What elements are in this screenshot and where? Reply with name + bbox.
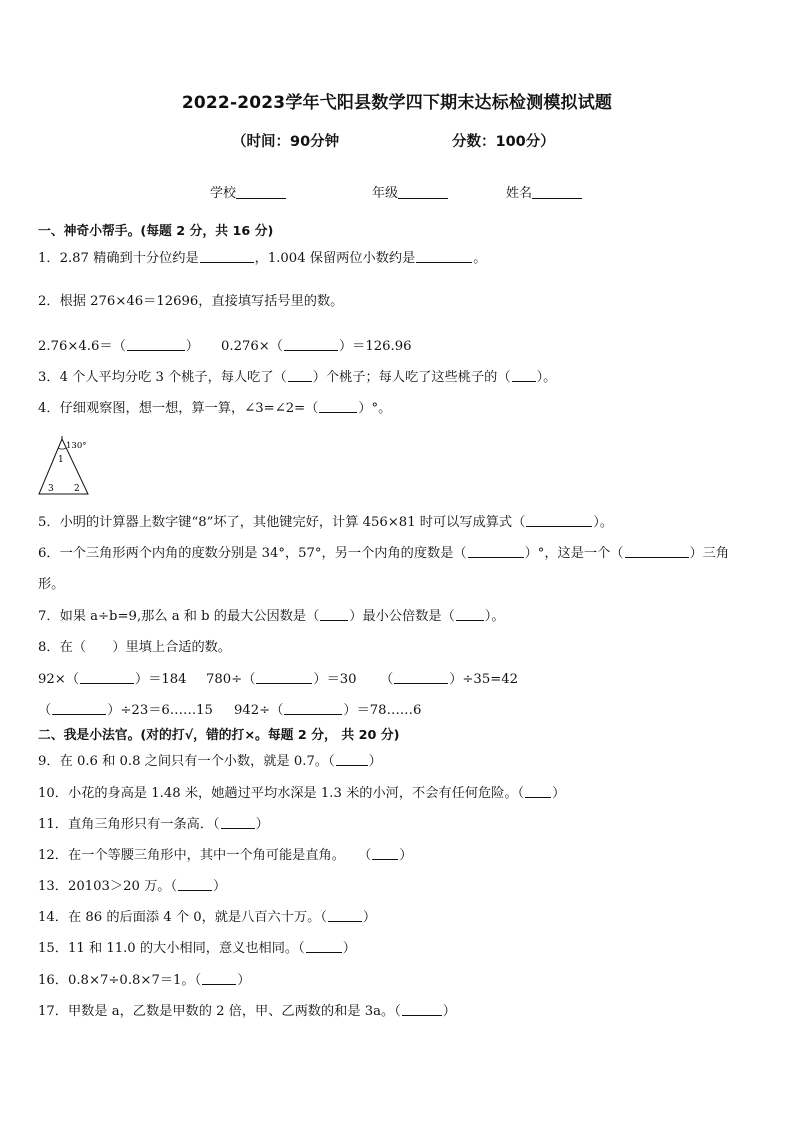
answer-blank[interactable]	[456, 608, 484, 621]
section-1-heading: 一、神奇小帮手。(每题 2 分，共 16 分)	[38, 224, 274, 239]
answer-blank[interactable]	[221, 816, 255, 829]
question-4: 4．仔细观察图，想一想，算一算，∠3=∠2=（ ）°。	[38, 401, 392, 416]
answer-blank[interactable]	[328, 909, 362, 922]
exam-score: 分数：100分）	[452, 134, 555, 150]
question-8: 8．在（ ）里填上合适的数。	[38, 640, 232, 655]
name-label: 姓名	[506, 186, 533, 201]
question-5: 5．小明的计算器上数字键“8”坏了，其他键完好，计算 456×81 时可以写成算式（ ）。	[38, 515, 614, 530]
question-8-d: （ ）÷23＝6……15	[38, 703, 213, 718]
question-9: 9．在 0.6 和 0.8 之间只有一个小数，就是 0.7。（ ）	[38, 754, 382, 769]
angle-label-1: 1	[58, 455, 64, 465]
answer-blank[interactable]	[336, 753, 368, 766]
name-blank[interactable]	[532, 185, 582, 199]
angle-label-130: 130°	[66, 441, 87, 451]
question-2: 2．根据 276×46＝12696，直接填写括号里的数。	[38, 294, 344, 309]
answer-blank[interactable]	[402, 1003, 442, 1016]
section-2-heading: 二、我是小法官。(对的打√，错的打×。每题 2 分， 共 20 分)	[38, 728, 400, 743]
answer-blank[interactable]	[202, 972, 236, 985]
question-17: 17．甲数是 a，乙数是甲数的 2 倍，甲、乙两数的和是 3a。（ ）	[38, 1004, 456, 1019]
answer-blank[interactable]	[320, 608, 348, 621]
question-14: 14．在 86 的后面添 4 个 0，就是八百六十万。（ ）	[38, 910, 377, 925]
answer-blank[interactable]	[288, 369, 312, 382]
answer-blank[interactable]	[284, 338, 338, 351]
question-11: 11．直角三角形只有一条高．（ ）	[38, 817, 269, 832]
angle-label-3: 3	[48, 484, 54, 494]
angle-label-2: 2	[74, 484, 80, 494]
answer-blank[interactable]	[200, 250, 254, 263]
triangle-figure	[36, 436, 96, 498]
question-6: 6．一个三角形两个内角的度数分别是 34°，57°，另一个内角的度数是（ ）°，这是一个（ ）三角	[38, 546, 730, 561]
answer-blank[interactable]	[526, 514, 592, 527]
question-6-cont: 形。	[38, 577, 65, 592]
answer-blank[interactable]	[52, 702, 106, 715]
answer-blank[interactable]	[372, 847, 398, 860]
answer-blank[interactable]	[178, 878, 212, 891]
page-title: 2022-2023学年弋阳县数学四下期末达标检测模拟试题	[181, 93, 613, 113]
answer-blank[interactable]	[512, 369, 536, 382]
school-label: 学校	[210, 186, 237, 201]
answer-blank[interactable]	[306, 940, 342, 953]
question-10: 10．小花的身高是 1.48 米，她趟过平均水深是 1.3 米的小河，不会有任何危险。（ ）	[38, 786, 566, 801]
question-8-a: 92×（ ）＝184	[38, 672, 187, 687]
answer-blank[interactable]	[127, 338, 185, 351]
question-15: 15．11 和 11.0 的大小相同，意义也相同。（ ）	[38, 941, 356, 956]
answer-blank[interactable]	[319, 400, 357, 413]
question-7: 7．如果 a÷b=9,那么 a 和 b 的最大公因数是（ ）最小公倍数是（ ）。	[38, 609, 505, 624]
grade-blank[interactable]	[398, 185, 448, 199]
question-2-a: 2.76×4.6＝（ ）	[38, 339, 199, 354]
grade-label: 年级	[372, 186, 399, 201]
answer-blank[interactable]	[625, 545, 689, 558]
exam-time: （时间：90分钟	[232, 134, 340, 150]
name-field[interactable]	[506, 182, 582, 201]
grade-field[interactable]	[372, 182, 448, 201]
question-8-e: 942÷（ ）＝78……6	[234, 703, 422, 718]
question-8-b: 780÷（ ）＝30	[206, 672, 357, 687]
answer-blank[interactable]	[416, 250, 472, 263]
school-field[interactable]	[210, 182, 286, 201]
answer-blank[interactable]	[525, 785, 551, 798]
question-8-c: （ ）÷35=42	[380, 672, 519, 687]
answer-blank[interactable]	[394, 671, 448, 684]
answer-blank[interactable]	[468, 545, 524, 558]
question-12: 12．在一个等腰三角形中，其中一个角可能是直角。 （ ）	[38, 848, 413, 863]
answer-blank[interactable]	[80, 671, 134, 684]
answer-blank[interactable]	[284, 702, 342, 715]
question-2-b: 0.276×（ ）＝126.96	[221, 339, 412, 354]
question-3: 3．4 个人平均分吃 3 个桃子，每人吃了（ ）个桃子；每人吃了这些桃子的（ ）。	[38, 370, 557, 385]
question-16: 16．0.8×7÷0.8×7＝1。（ ）	[38, 973, 251, 988]
question-13: 13．20103＞20 万。（ ）	[38, 879, 227, 894]
angle-arc	[58, 448, 66, 449]
question-1: 1．2.87 精确到十分位约是 ，1.004 保留两位小数约是 。	[38, 251, 487, 266]
answer-blank[interactable]	[256, 671, 312, 684]
school-blank[interactable]	[236, 185, 286, 199]
